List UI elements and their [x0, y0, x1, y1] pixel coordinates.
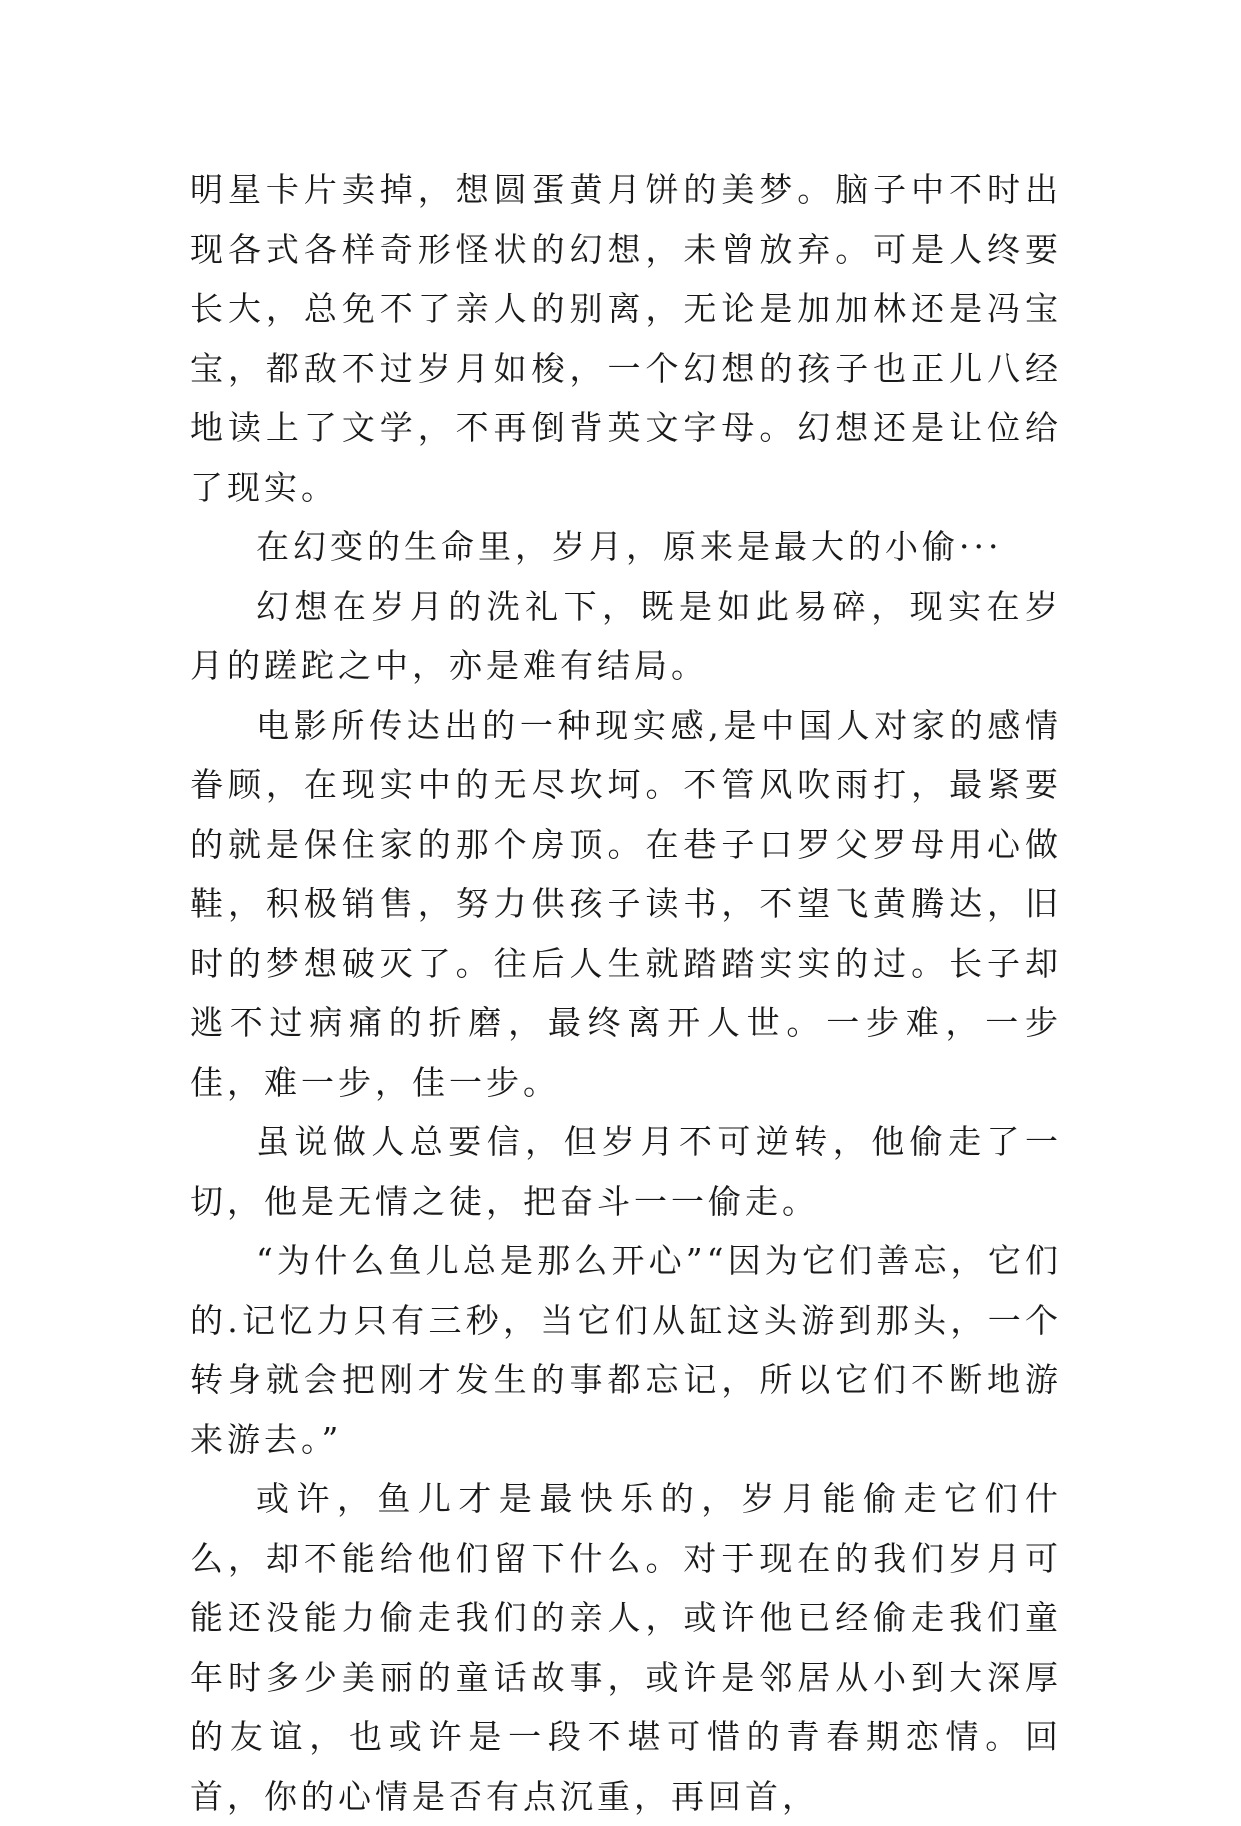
paragraph-3: 幻想在岁月的洗礼下，既是如此易碎，现实在岁月的蹉跎之中，亦是难有结局。: [190, 586, 1062, 685]
paragraph-2: 在幻变的生命里，岁月，原来是最大的小偷···: [256, 527, 1003, 566]
paragraph-5: 虽说做人总要信，但岁月不可逆转，他偷走了一切，他是无情之徒，把奋斗一一偷走。: [190, 1122, 1062, 1221]
paragraph-4: 电影所传达出的一种现实感,是中国人对家的感情眷顾，在现实中的无尽坎坷。不管风吹雨打，最紧要的就是保住家的那个房顶。在巷子口罗父罗母用心做鞋，积极销售，努力供孩子读书，不望飞黄腾达，旧时的梦想破灭了。往后人生就踏踏实实的过。长子却逃不过病痛的折磨，最终离开人世。一步难，一步佳，难一步，佳一步。: [190, 705, 1062, 1102]
paragraph-7: 或许，鱼儿才是最快乐的，岁月能偷走它们什么，却不能给他们留下什么。对于现在的我们岁月可能还没能力偷走我们的亲人，或许他已经偷走我们童年时多少美丽的童话故事，或许是邻居从小到大深厚的友谊，也或许是一段不堪可惜的青春期恋情。回首，你的心情是否有点沉重，再回首，: [190, 1479, 1062, 1816]
paragraph-1: 明星卡片卖掉，想圆蛋黄月饼的美梦。脑子中不时出现各式各样奇形怪状的幻想，未曾放弃。可是人终要长大，总免不了亲人的别离，无论是加加林还是冯宝宝，都敌不过岁月如梭，一个幻想的孩子也正儿八经地读上了文学，不再倒背英文字母。幻想还是让位给了现实。: [190, 170, 1062, 507]
document-body: [190, 160, 1062, 1826]
paragraph-6: “为什么鱼儿总是那么开心”“因为它们善忘，它们的.记忆力只有三秒，当它们从缸这头游到那头，一个转身就会把刚才发生的事都忘记，所以它们不断地游来游去。”: [190, 1241, 1062, 1459]
